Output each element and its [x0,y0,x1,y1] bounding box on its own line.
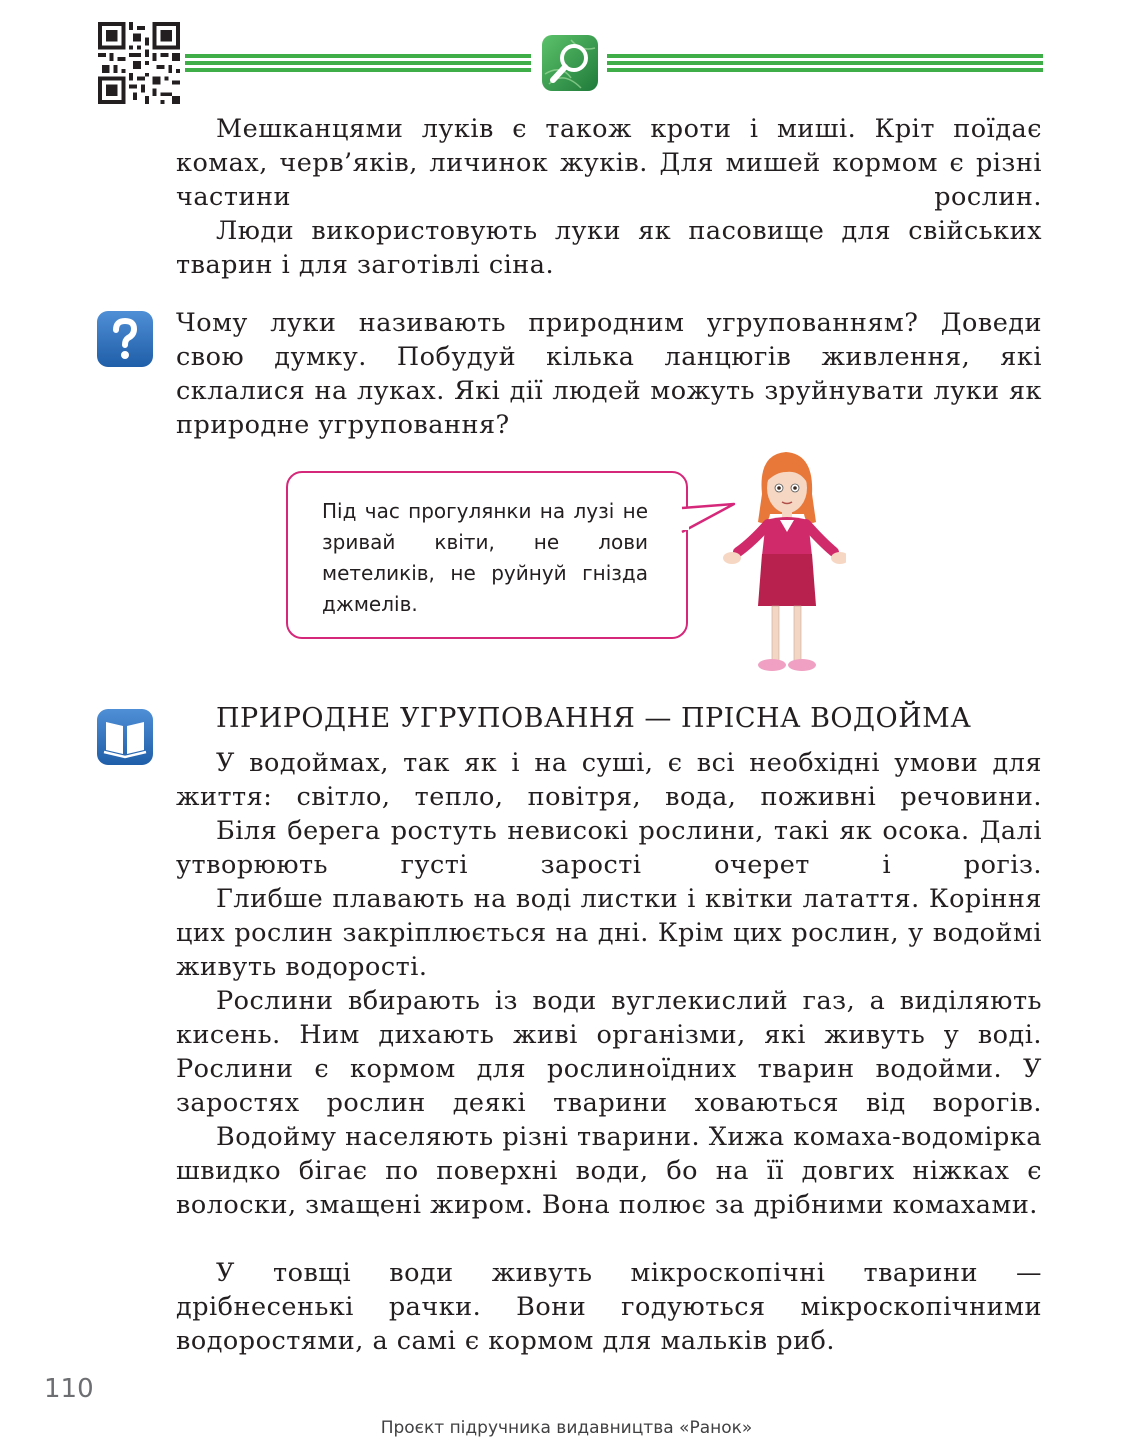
book-icon [96,708,154,766]
paragraph-water-strider: Водойму населяють різні тварини. Хижа комаха-водомірка швидко бігає по поверхні води, бо на її довгих ніжках є волоски, змащені жиром. Вона полює за дрібними комахами. [176,1122,1042,1220]
paragraph-moles-mice: Мешканцями луків є також кроти і миші. Кріт поїдає комах, черв’яків, личинок жуків. Для мишей кормом є різні частини рослин. [176,114,1042,212]
magnifier-icon [541,34,599,92]
paragraph-conditions: У водоймах, так як і на суші, є всі необхідні умови для життя: світло, тепло, повітря, вода, поживні речовини. [176,748,1042,812]
section-heading: ПРИРОДНЕ УГРУПОВАННЯ — ПРІСНА ВОДОЙМА [216,703,972,734]
paragraph-microscopic: У товщі води живуть мікроскопічні тварини — дрібнесенькі рачки. Вони годуються мікроскопічними водоростями, а самі є кормом для мальків риб. [176,1258,1042,1356]
question-icon [96,310,154,368]
paragraph-shore-plants: Біля берега ростуть невисокі рослини, такі як осока. Далі утворюють густі зарості очерет і рогіз. [176,816,1042,880]
paragraph-water-lily: Глибше плавають на воді листки і квітки латаття. Коріння цих рослин закріплюється на дні. Крім цих рослин, у водоймі живуть водорості. [176,884,1042,982]
header-bands [185,48,1043,78]
paragraph-meadow-use: Люди використовують луки як пасовище для свійських тварин і для заготівлі сіна. [176,216,1042,280]
paragraph-oxygen: Рослини вбирають із води вуглекислий газ, а виділяють кисень. Ним дихають живі організми, які живуть у воді. Рослини є кормом для рослиноїдних тварин водойми. У заростях рослин деякі тварини ховаються від ворогів. [176,986,1042,1118]
qr-code-icon [98,22,180,104]
page-number: 110 [44,1374,94,1404]
question-paragraph: Чому луки називають природним угрупованням? Доведи свою думку. Побудуй кілька ланцюгів живлення, які склалися на луках. Які дії людей можуть зруйнувати луки як природне угруповання? [176,308,1042,440]
speech-bubble-text: Під час прогулянки на лузі не зривай квіти, не лови метеликів, не руйнуй гнізда джмелів. [322,499,648,616]
girl-illustration [716,444,846,674]
footer-text: Проєкт підручника видавництва «Ранок» [380,1418,753,1438]
